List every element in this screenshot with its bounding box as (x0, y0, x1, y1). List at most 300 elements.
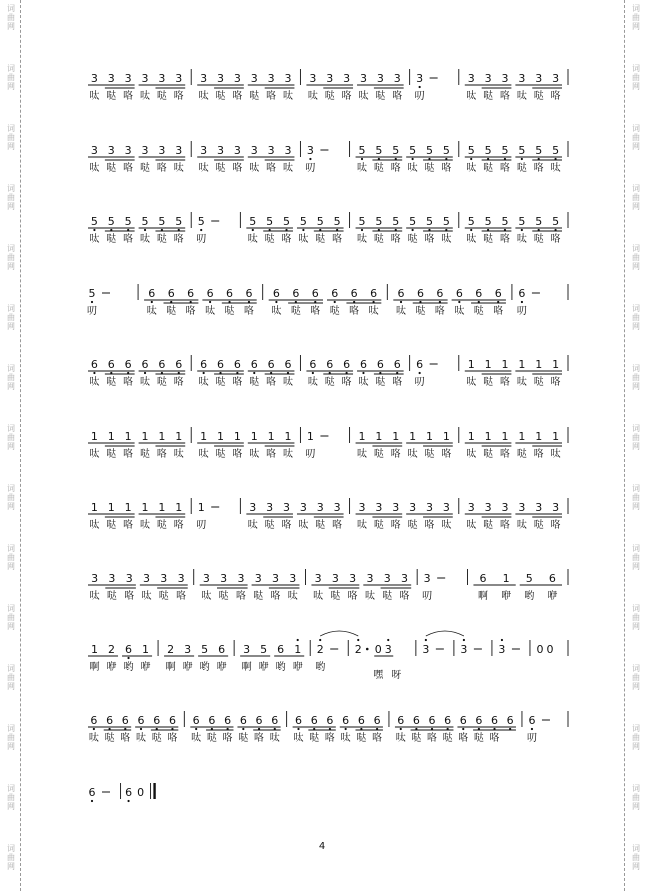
note-numeral: 1 (267, 430, 275, 443)
note-numeral: 6 (107, 358, 115, 371)
lyric-syllable: 哒 (382, 591, 393, 602)
lyric-syllable: 咯 (349, 306, 360, 317)
lyric-syllable: 哒 (215, 449, 226, 460)
lyric-syllable: 哒 (106, 377, 117, 388)
note-numeral: 6 (125, 643, 133, 656)
note-numeral: 6 (393, 358, 401, 371)
lyric-syllable: 哒 (215, 91, 226, 102)
lyric-syllable: 呔 (136, 733, 147, 744)
octave-dot-below (195, 728, 197, 730)
lyric-syllable: 咯 (390, 163, 401, 174)
note-numeral: 3 (107, 144, 115, 157)
lyric-syllable: 呔 (140, 91, 151, 102)
lyric-syllable: 哒 (483, 163, 494, 174)
note-numeral: 1 (175, 501, 183, 514)
lyric-syllable: 咯 (123, 449, 134, 460)
lyric-syllable: 哒 (473, 306, 484, 317)
note-numeral: 3 (366, 572, 374, 585)
note-numeral: 3 (289, 572, 297, 585)
note-numeral: 3 (299, 501, 307, 514)
note-numeral: 5 (425, 144, 433, 157)
lyric-syllable: 咯 (254, 733, 265, 744)
lyric-syllable: 呔 (516, 377, 527, 388)
note-numeral: 3 (233, 144, 241, 157)
note-numeral: 6 (141, 358, 149, 371)
lyric-syllable: 哒 (516, 163, 527, 174)
note-numeral: 6 (124, 358, 132, 371)
lyric-syllable: 哒 (373, 234, 384, 245)
watermark-stamp: 词 曲 网 (7, 64, 15, 91)
note-numeral: 3 (217, 72, 225, 85)
note-numeral: 3 (200, 72, 208, 85)
lyric-syllable: 咯 (310, 306, 321, 317)
lyric-syllable: 哒 (140, 449, 151, 460)
octave-dot-below (400, 301, 402, 303)
lyric-syllable: 咯 (173, 234, 184, 245)
octave-dot-below (209, 301, 211, 303)
note-numeral: 6 (475, 287, 483, 300)
lyric-syllable: 哒 (249, 91, 260, 102)
lyric-syllable: 呔 (198, 91, 209, 102)
note-numeral: 6 (208, 714, 216, 727)
lyric-syllable: 呔 (89, 591, 100, 602)
octave-dot-below (400, 728, 402, 730)
lyric-syllable: 咯 (235, 591, 246, 602)
note-numeral: 1 (158, 430, 166, 443)
lyric-syllable: 咯 (499, 520, 510, 531)
lyric-syllable: 哒 (324, 91, 335, 102)
note-numeral: 6 (528, 714, 536, 727)
lyric-syllable: 呔 (516, 91, 527, 102)
lyric-syllable: 呔 (282, 91, 293, 102)
note-numeral: 3 (442, 501, 450, 514)
watermark-stamp: 词 曲 网 (7, 124, 15, 151)
octave-dot-below (470, 158, 472, 160)
watermark-stamp: 词 曲 网 (7, 364, 15, 391)
note-numeral: 3 (266, 501, 274, 514)
note-numeral: 1 (535, 430, 543, 443)
lyric-syllable: 哒 (373, 163, 384, 174)
lyric-syllable: 呔 (313, 591, 324, 602)
octave-dot-below (309, 158, 311, 160)
note-numeral: 6 (167, 287, 175, 300)
octave-dot-below (151, 301, 153, 303)
note-numeral: 6 (518, 287, 526, 300)
note-numeral: 1 (306, 430, 314, 443)
note-numeral: 1 (467, 430, 475, 443)
note-numeral: 3 (392, 501, 400, 514)
lyric-syllable: 咯 (167, 733, 178, 744)
lyric-syllable: 呔 (441, 520, 452, 531)
note-numeral: 6 (277, 643, 285, 656)
lyric-syllable: 哒 (264, 234, 275, 245)
lyric-syllable: 哒 (533, 91, 544, 102)
note-numeral: 5 (484, 215, 492, 228)
note-numeral: 3 (202, 572, 210, 585)
lyric-syllable: 哒 (218, 591, 229, 602)
note-numeral: 5 (467, 144, 475, 157)
note-numeral: 5 (525, 572, 533, 585)
lyric-syllable: 哒 (156, 520, 167, 531)
lyric-syllable: 咯 (533, 163, 544, 174)
note-numeral: 5 (375, 144, 383, 157)
lyric-syllable: 哒 (156, 234, 167, 245)
lyric-syllable: 嘿 (373, 670, 384, 681)
note-numeral: 1 (392, 430, 400, 443)
watermark-stamp: 词 曲 网 (7, 184, 15, 211)
note-numeral: 3 (484, 501, 492, 514)
lyric-syllable: 叨 (422, 591, 433, 602)
note-numeral: 6 (397, 287, 405, 300)
lyric-syllable: 呔 (191, 733, 202, 744)
note-numeral: 1 (124, 501, 132, 514)
lyric-syllable: 咯 (232, 449, 243, 460)
lyric-syllable: 呔 (407, 163, 418, 174)
note-numeral: 3 (498, 643, 506, 656)
lyric-syllable: 咯 (499, 377, 510, 388)
lyric-syllable: 咯 (550, 520, 561, 531)
note-numeral: 5 (501, 215, 509, 228)
lyric-syllable: 哒 (324, 377, 335, 388)
lyric-syllable: 哒 (290, 306, 301, 317)
lyric-syllable: 哒 (315, 520, 326, 531)
note-numeral: 1 (250, 430, 258, 443)
note-numeral: 6 (494, 287, 502, 300)
lyric-syllable: 哒 (375, 377, 386, 388)
note-numeral: 3 (217, 144, 225, 157)
lyric-syllable: 呔 (282, 449, 293, 460)
lyric-syllable: 呔 (357, 163, 368, 174)
lyric-syllable: 啊 (165, 662, 176, 673)
lyric-syllable: 咯 (243, 306, 254, 317)
note-numeral: 3 (501, 501, 509, 514)
octave-dot-below (242, 728, 244, 730)
watermark-stamp: 词 曲 网 (7, 424, 15, 451)
note-numeral: 3 (358, 501, 366, 514)
lyric-syllable: 呔 (249, 449, 260, 460)
watermark-stamp: 词 曲 网 (7, 484, 15, 511)
note-numeral: 3 (552, 501, 560, 514)
note-numeral: 5 (425, 215, 433, 228)
note-numeral: 5 (201, 643, 209, 656)
octave-dot-below (521, 158, 523, 160)
note-numeral: 2 (108, 643, 116, 656)
lyric-syllable: 咯 (499, 163, 510, 174)
lyric-syllable: 呔 (89, 520, 100, 531)
note-numeral: 6 (376, 358, 384, 371)
note-numeral: 6 (192, 714, 200, 727)
lyric-syllable: 叨 (414, 377, 425, 388)
note-numeral: 0 (374, 643, 382, 656)
note-numeral: 6 (206, 287, 214, 300)
lyric-syllable: 呔 (358, 91, 369, 102)
lyric-syllable: 哒 (106, 234, 117, 245)
lyric-syllable: 咯 (123, 520, 134, 531)
note-numeral: 5 (260, 643, 268, 656)
lyric-syllable: 咯 (424, 520, 435, 531)
note-numeral: 6 (294, 714, 302, 727)
note-numeral: 3 (535, 72, 543, 85)
lyric-syllable: 哟 (123, 662, 134, 673)
note-numeral: 1 (142, 643, 150, 656)
lyric-syllable: 哟 (199, 662, 210, 673)
note-numeral: 2 (316, 643, 324, 656)
octave-dot-below (252, 229, 254, 231)
lyric-syllable: 哒 (106, 449, 117, 460)
note-numeral: 6 (226, 287, 234, 300)
note-numeral: 3 (283, 501, 291, 514)
octave-dot-below (93, 372, 95, 374)
note-numeral: 5 (124, 215, 132, 228)
octave-dot-below (412, 158, 414, 160)
rest-numeral: 0 (536, 643, 544, 656)
lyric-syllable: 咯 (390, 520, 401, 531)
lyric-syllable: 哒 (106, 591, 117, 602)
lyric-syllable: 咯 (499, 91, 510, 102)
lyric-syllable: 哒 (156, 91, 167, 102)
lyric-syllable: 叨 (196, 520, 207, 531)
note-numeral: 1 (107, 501, 115, 514)
page-number: 4 (318, 841, 326, 852)
tie-arc (320, 631, 358, 636)
note-numeral: 3 (160, 572, 168, 585)
note-numeral: 6 (90, 714, 98, 727)
note-numeral: 6 (310, 714, 318, 727)
rest-numeral: 0 (546, 643, 554, 656)
note-numeral: 5 (535, 215, 543, 228)
note-numeral: 3 (91, 572, 99, 585)
lyric-syllable: 咿 (182, 662, 193, 673)
lyric-syllable: 呔 (396, 306, 407, 317)
note-numeral: 3 (233, 72, 241, 85)
watermark-stamp: 词 曲 网 (7, 4, 15, 31)
lyric-syllable: 哒 (106, 520, 117, 531)
note-numeral: 6 (475, 714, 483, 727)
lyric-syllable: 咯 (120, 733, 131, 744)
note-numeral: 6 (218, 643, 226, 656)
lyric-syllable: 呔 (146, 306, 157, 317)
watermark-stamp: 词 曲 网 (632, 604, 640, 631)
lyric-syllable: 呔 (550, 163, 561, 174)
note-numeral: 6 (239, 714, 247, 727)
lyric-syllable: 咯 (156, 449, 167, 460)
octave-dot-below (362, 372, 364, 374)
note-numeral: 3 (90, 144, 98, 157)
lyric-syllable: 哒 (407, 234, 418, 245)
note-numeral: 5 (197, 215, 205, 228)
lyric-syllable: 呔 (466, 377, 477, 388)
note-numeral: 1 (552, 358, 560, 371)
note-numeral: 5 (249, 215, 257, 228)
note-numeral: 6 (548, 572, 556, 585)
note-numeral: 5 (484, 144, 492, 157)
octave-dot-below (253, 372, 255, 374)
note-numeral: 6 (217, 358, 225, 371)
note-numeral: 1 (375, 430, 383, 443)
note-numeral: 1 (217, 430, 225, 443)
note-numeral: 6 (233, 358, 241, 371)
lyric-syllable: 咯 (124, 591, 135, 602)
note-numeral: 6 (459, 714, 467, 727)
note-numeral: 3 (326, 72, 334, 85)
lyric-syllable: 哒 (215, 163, 226, 174)
note-numeral: 3 (518, 501, 526, 514)
watermark-stamp: 词 曲 网 (632, 124, 640, 151)
lyric-syllable: 叨 (87, 306, 97, 317)
lyric-syllable: 咯 (123, 234, 134, 245)
note-numeral: 3 (237, 572, 245, 585)
lyric-syllable: 咯 (266, 163, 277, 174)
lyric-syllable: 咯 (441, 163, 452, 174)
lyric-syllable: 咯 (173, 91, 184, 102)
watermark-stamp: 词 曲 网 (7, 604, 15, 631)
note-numeral: 6 (491, 714, 499, 727)
lyric-syllable: 啊 (241, 662, 252, 673)
lyric-syllable: 呔 (140, 520, 151, 531)
watermark-stamp: 词 曲 网 (632, 784, 640, 811)
note-numeral: 3 (284, 144, 292, 157)
note-numeral: 6 (175, 358, 183, 371)
lyric-syllable: 咯 (185, 306, 196, 317)
note-numeral: 6 (342, 714, 350, 727)
lyric-syllable: 呔 (516, 234, 527, 245)
octave-dot-above (319, 639, 321, 641)
note-numeral: 3 (423, 572, 431, 585)
lyric-syllable: 咿 (501, 591, 512, 602)
note-numeral: 5 (518, 144, 526, 157)
octave-dot-below (361, 229, 363, 231)
note-numeral: 5 (552, 144, 560, 157)
lyric-syllable: 哒 (106, 163, 117, 174)
note-numeral: 5 (442, 144, 450, 157)
lyric-syllable: 呔 (247, 234, 258, 245)
note-numeral: 1 (90, 501, 98, 514)
octave-dot-below (93, 229, 95, 231)
note-numeral: 3 (349, 572, 357, 585)
note-numeral: 3 (250, 72, 258, 85)
lyric-syllable: 咯 (332, 234, 343, 245)
octave-dot-below (275, 301, 277, 303)
octave-dot-below (312, 372, 314, 374)
note-numeral: 6 (250, 358, 258, 371)
lyric-syllable: 哒 (411, 733, 422, 744)
note-numeral: 6 (125, 786, 133, 799)
note-numeral: 3 (416, 72, 424, 85)
note-numeral: 3 (107, 72, 115, 85)
lyric-syllable: 咯 (392, 377, 403, 388)
lyric-syllable: 哒 (424, 163, 435, 174)
lyric-syllable: 咯 (173, 377, 184, 388)
lyric-syllable: 咯 (341, 91, 352, 102)
note-numeral: 3 (125, 572, 133, 585)
lyric-syllable: 哒 (151, 733, 162, 744)
note-numeral: 3 (141, 72, 149, 85)
note-numeral: 3 (158, 144, 166, 157)
note-numeral: 1 (233, 430, 241, 443)
lyric-syllable: 啊 (478, 591, 489, 602)
lyric-syllable: 哒 (249, 377, 260, 388)
lyric-syllable: 呔 (249, 163, 260, 174)
lyric-syllable: 叨 (414, 91, 425, 102)
note-numeral: 6 (479, 572, 487, 585)
note-numeral: 3 (484, 72, 492, 85)
note-numeral: 6 (343, 358, 351, 371)
note-numeral: 3 (158, 72, 166, 85)
note-numeral: 3 (467, 501, 475, 514)
lyric-syllable: 呔 (357, 234, 368, 245)
watermark-stamp: 词 曲 网 (7, 544, 15, 571)
note-numeral: 3 (177, 572, 185, 585)
lyric-syllable: 哒 (375, 91, 386, 102)
watermark-stamp: 词 曲 网 (632, 64, 640, 91)
lyric-syllable: 咯 (222, 733, 233, 744)
note-numeral: 1 (501, 358, 509, 371)
lyric-syllable: 哒 (166, 306, 177, 317)
note-numeral: 6 (416, 358, 424, 371)
note-numeral: 3 (143, 572, 151, 585)
octave-dot-below (127, 800, 129, 802)
lyric-syllable: 呔 (307, 91, 318, 102)
lyric-syllable: 哒 (356, 733, 367, 744)
note-numeral: 2 (167, 643, 175, 656)
watermark-stamp: 词 曲 网 (7, 784, 15, 811)
lyric-syllable: 咯 (341, 377, 352, 388)
lyric-syllable: 叨 (526, 733, 537, 744)
note-numeral: 6 (455, 287, 463, 300)
note-numeral: 1 (535, 358, 543, 371)
note-numeral: 5 (501, 144, 509, 157)
note-numeral: 6 (153, 714, 161, 727)
lyric-syllable: 咯 (270, 591, 281, 602)
note-numeral: 6 (90, 358, 98, 371)
note-numeral: 3 (460, 643, 468, 656)
note-numeral: 3 (272, 572, 280, 585)
lyric-syllable: 咯 (156, 163, 167, 174)
note-numeral: 3 (409, 501, 417, 514)
note-numeral: 6 (267, 358, 275, 371)
note-numeral: 6 (326, 358, 334, 371)
note-numeral: 1 (90, 430, 98, 443)
lyric-syllable: 呔 (340, 733, 351, 744)
lyric-syllable: 咯 (232, 91, 243, 102)
note-numeral: 6 (200, 358, 208, 371)
octave-dot-above (357, 639, 359, 641)
lyric-syllable: 哒 (415, 306, 426, 317)
note-numeral: 3 (375, 501, 383, 514)
note-numeral: 1 (294, 643, 302, 656)
note-numeral: 3 (108, 572, 116, 585)
lyric-syllable: 咯 (533, 449, 544, 460)
lyric-syllable: 哒 (483, 520, 494, 531)
note-numeral: 6 (158, 358, 166, 371)
lyric-syllable: 呔 (247, 520, 258, 531)
lyric-syllable: 叨 (305, 449, 316, 460)
watermark-stamp: 词 曲 网 (7, 304, 15, 331)
lyric-syllable: 咯 (332, 520, 343, 531)
lyric-syllable: 哒 (264, 520, 275, 531)
lyric-syllable: 咯 (441, 449, 452, 460)
note-numeral: 3 (552, 72, 560, 85)
lyric-syllable: 哒 (442, 733, 453, 744)
note-numeral: 6 (370, 287, 378, 300)
octave-dot-below (334, 301, 336, 303)
note-numeral: 1 (518, 430, 526, 443)
lyric-syllable: 咯 (550, 91, 561, 102)
lyric-syllable: 咯 (499, 449, 510, 460)
watermark-stamp: 词 曲 网 (7, 844, 15, 871)
note-numeral: 3 (383, 572, 391, 585)
octave-dot-below (521, 229, 523, 231)
